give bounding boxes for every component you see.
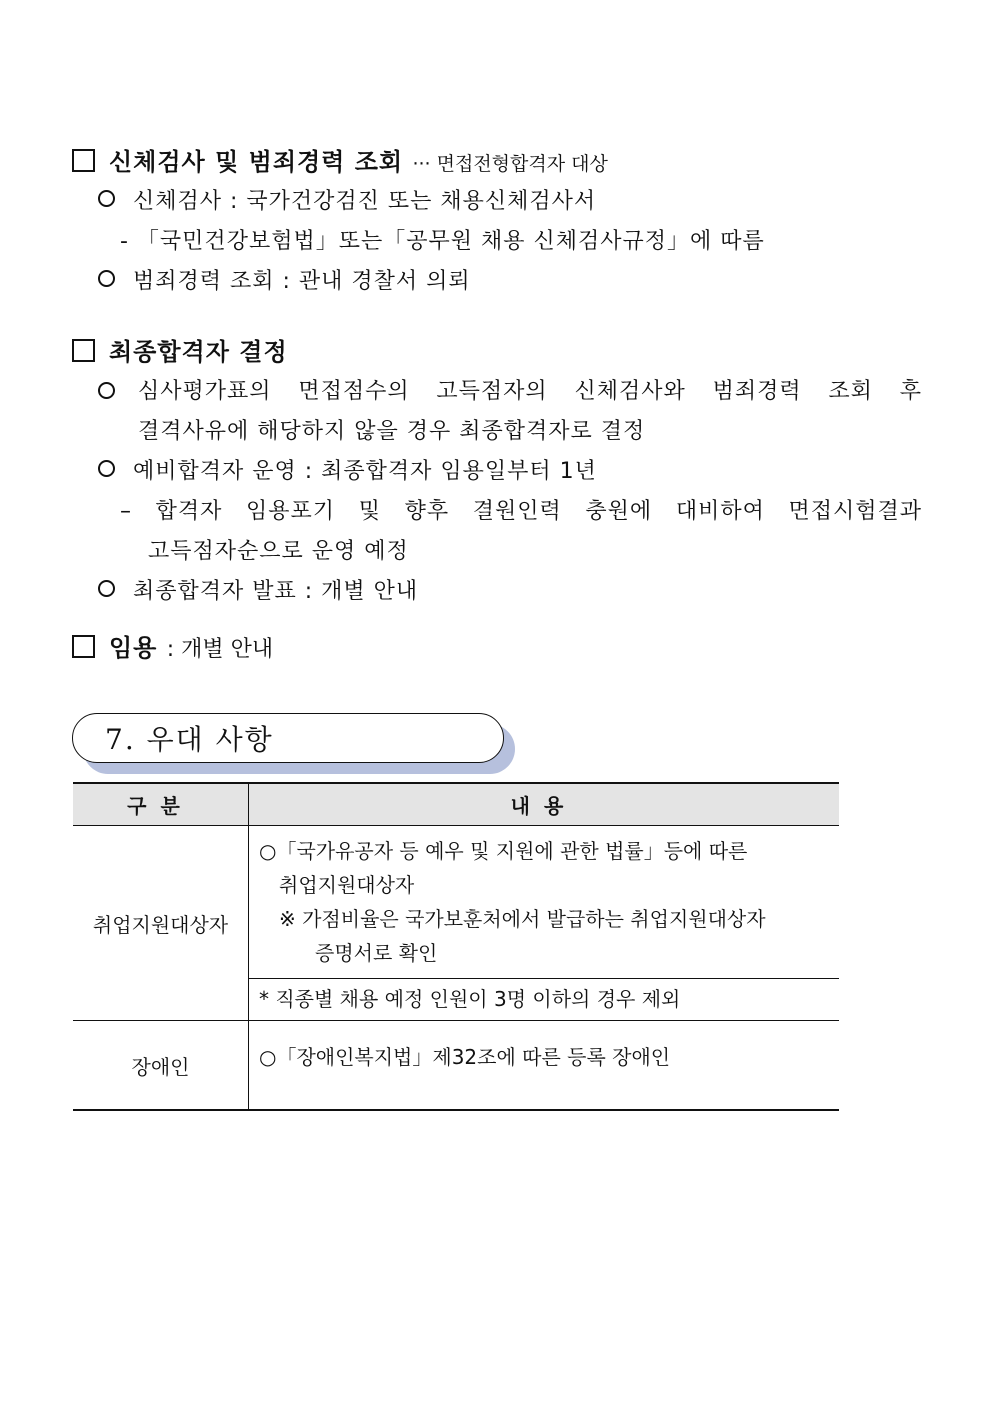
bullet-text-cont: 결격사유에 해당하지 않을 경우 최종합격자로 결정: [138, 419, 646, 444]
note-text: * 직종별 채용 예정 인원이 3명 이하의 경우 제외: [259, 987, 681, 1011]
preference-table: [73, 782, 839, 1111]
content-line: ○「국가유공자 등 예우 및 지원에 관한 법률」등에 따른: [259, 839, 748, 863]
section-title: 최종합격자 결정: [109, 338, 288, 366]
section-heading-final: [72, 332, 288, 367]
bullet-text: 예비합격자 운영 : 최종합격자 임용일부터 1년: [133, 459, 597, 484]
circle-bullet-icon: [98, 190, 115, 207]
sub-line: – 합격자 임용포기 및 향후 결원인력 충원에 대비하여 면접시험결과: [120, 499, 922, 524]
row-category: 장애인: [73, 1021, 249, 1111]
bullet-text: 신체검사 : 국가건강검진 또는 채용신체검사서: [133, 189, 597, 214]
section-title: 신체검사 및 범죄경력 조회: [109, 148, 404, 176]
sub-line: - 「국민건강보험법」또는「공무원 채용 신체검사규정」에 따름: [120, 229, 765, 254]
bullet-text: 범죄경력 조회 : 관내 경찰서 의뢰: [133, 269, 471, 294]
section-subtitle: : 개별 안내: [166, 637, 274, 662]
bullet-line: [98, 184, 596, 215]
row-content: [249, 1021, 840, 1111]
section-title: 임용: [109, 634, 158, 662]
content-block: [249, 826, 839, 978]
content-line: ○「장애인복지법」제32조에 따른 등록 장애인: [259, 1045, 671, 1069]
row-note: [249, 979, 840, 1021]
section-subtitle: ··· 면접전형합격자 대상: [412, 153, 608, 175]
table-row: [73, 826, 839, 979]
circle-bullet-icon: [98, 460, 115, 477]
checkbox-square-icon: [72, 339, 95, 362]
section-number-title: 7. 우대 사항: [105, 723, 274, 756]
content-note-line: ※ 가점비율은 국가보훈처에서 발급하는 취업지원대상자: [279, 907, 766, 931]
circle-bullet-icon: [98, 580, 115, 597]
bullet-line: [98, 264, 471, 295]
table-header-row: [73, 783, 839, 826]
bullet-text: 심사평가표의 면접점수의 고득점자의 신체검사와 범죄경력 조회 후: [138, 379, 922, 404]
table-row: [73, 1021, 839, 1111]
section-heading-appoint: [72, 628, 273, 663]
circle-bullet-icon: [98, 270, 115, 287]
content-line: 취업지원대상자: [279, 873, 415, 897]
section-heading-physical: [72, 142, 608, 177]
bullet-line: [98, 374, 922, 405]
header-content: 내용: [249, 783, 840, 826]
bullet-text: 최종합격자 발표 : 개별 안내: [133, 579, 419, 604]
circle-bullet-icon: [98, 382, 115, 399]
checkbox-square-icon: [72, 635, 95, 658]
bullet-line: [98, 454, 597, 485]
sub-line-cont: 고득점자순으로 운영 예정: [148, 539, 409, 564]
bullet-line: [98, 574, 418, 605]
checkbox-square-icon: [72, 149, 95, 172]
row-category: 취업지원대상자: [73, 826, 249, 1021]
content-note-line: 증명서로 확인: [315, 941, 438, 965]
header-category: 구분: [73, 783, 249, 826]
row-content: [249, 826, 840, 979]
